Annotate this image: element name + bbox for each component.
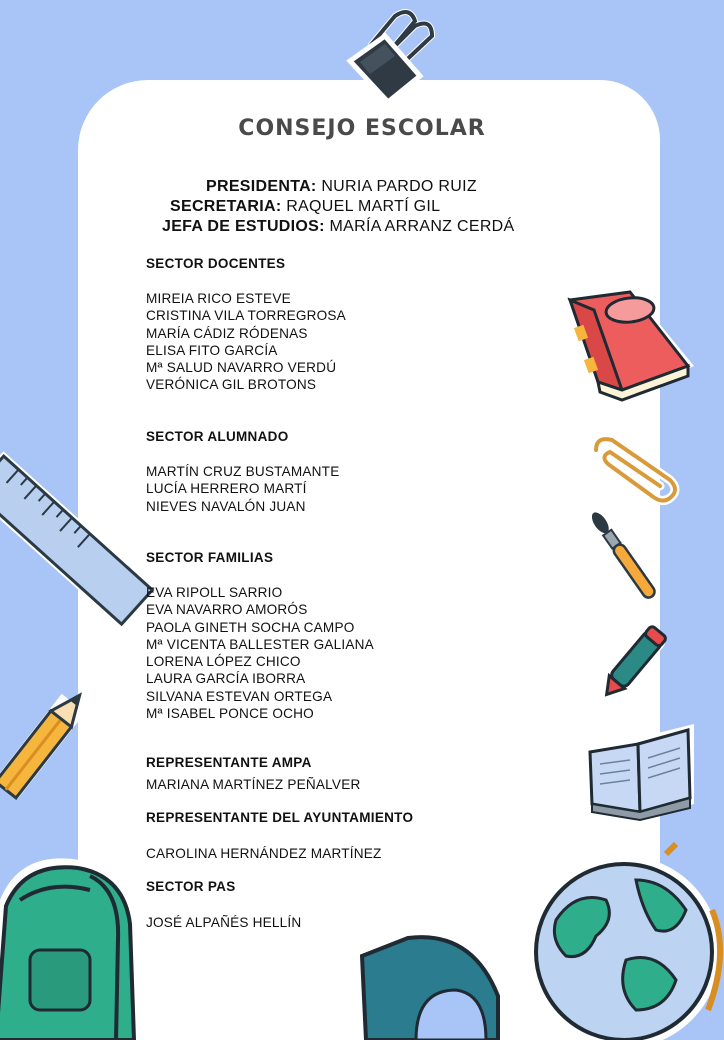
officer-name: NURIA PARDO RUIZ (321, 178, 477, 195)
officer-jefa-estudios (162, 218, 515, 236)
section-heading-pas: SECTOR PAS (146, 879, 236, 894)
list-item: Mª ISABEL PONCE OCHO (146, 706, 314, 722)
section-heading-ayuntamiento: REPRESENTANTE DEL AYUNTAMIENTO (146, 810, 414, 825)
officer-role: PRESIDENTA: (206, 178, 317, 195)
book-icon (560, 286, 700, 406)
list-item: LORENA LÓPEZ CHICO (146, 654, 301, 670)
member-list-pas (146, 914, 301, 931)
list-item: PAOLA GINETH SOCHA CAMPO (146, 619, 355, 635)
list-item: MIREIA RICO ESTEVE (146, 291, 291, 306)
list-item: Mª SALUD NAVARRO VERDÚ (146, 360, 337, 376)
list-item: EVA RIPOLL SARRIO (146, 585, 283, 600)
list-item: ELISA FITO GARCÍA (146, 342, 278, 358)
member-list-ayuntamiento (146, 845, 382, 862)
member-list-familias (146, 584, 374, 722)
officer-presidenta (206, 178, 477, 196)
list-item: MARTÍN CRUZ BUSTAMANTE (146, 464, 340, 479)
officer-role: SECRETARIA: (170, 198, 282, 215)
list-item: CAROLINA HERNÁNDEZ MARTÍNEZ (146, 846, 382, 861)
list-item: VERÓNICA GIL BROTONS (146, 377, 317, 393)
list-item: MARÍA CÁDIZ RÓDENAS (146, 325, 308, 341)
paperclip-icon (586, 430, 682, 506)
member-list-docentes (146, 290, 346, 394)
list-item: CRISTINA VILA TORREGROSA (146, 308, 346, 324)
list-item: LAURA GARCÍA IBORRA (146, 671, 306, 687)
officer-name: RAQUEL MARTÍ GIL (286, 198, 441, 215)
backpack-icon (0, 840, 160, 1040)
officer-secretaria (170, 198, 440, 216)
officer-role: JEFA DE ESTUDIOS: (162, 218, 325, 235)
open-book-icon (582, 720, 698, 820)
binder-clip-icon (340, 6, 440, 106)
section-heading-alumnado: SECTOR ALUMNADO (146, 429, 289, 444)
member-list-alumnado (146, 463, 339, 515)
section-heading-docentes: SECTOR DOCENTES (146, 256, 286, 271)
protractor-icon (346, 920, 516, 1040)
list-item: JOSÉ ALPAÑÉS HELLÍN (146, 915, 302, 930)
section-heading-familias: SECTOR FAMILIAS (146, 550, 274, 565)
member-list-ampa (146, 776, 361, 793)
list-item: NIEVES NAVALÓN JUAN (146, 498, 306, 514)
list-item: Mª VICENTA BALLESTER GALIANA (146, 636, 374, 652)
list-item: LUCÍA HERRERO MARTÍ (146, 481, 307, 497)
list-item: MARIANA MARTÍNEZ PEÑALVER (146, 777, 361, 792)
list-item: EVA NAVARRO AMORÓS (146, 602, 308, 618)
page-title: CONSEJO ESCOLAR (238, 116, 486, 141)
paintbrush-icon (570, 498, 680, 618)
pencil-icon (0, 668, 100, 808)
marker-icon (578, 608, 688, 718)
section-heading-ampa: REPRESENTANTE AMPA (146, 755, 312, 770)
officer-name: MARÍA ARRANZ CERDÁ (329, 218, 515, 235)
globe-icon (516, 840, 724, 1030)
list-item: SILVANA ESTEVAN ORTEGA (146, 688, 333, 704)
ruler-icon (0, 450, 150, 640)
